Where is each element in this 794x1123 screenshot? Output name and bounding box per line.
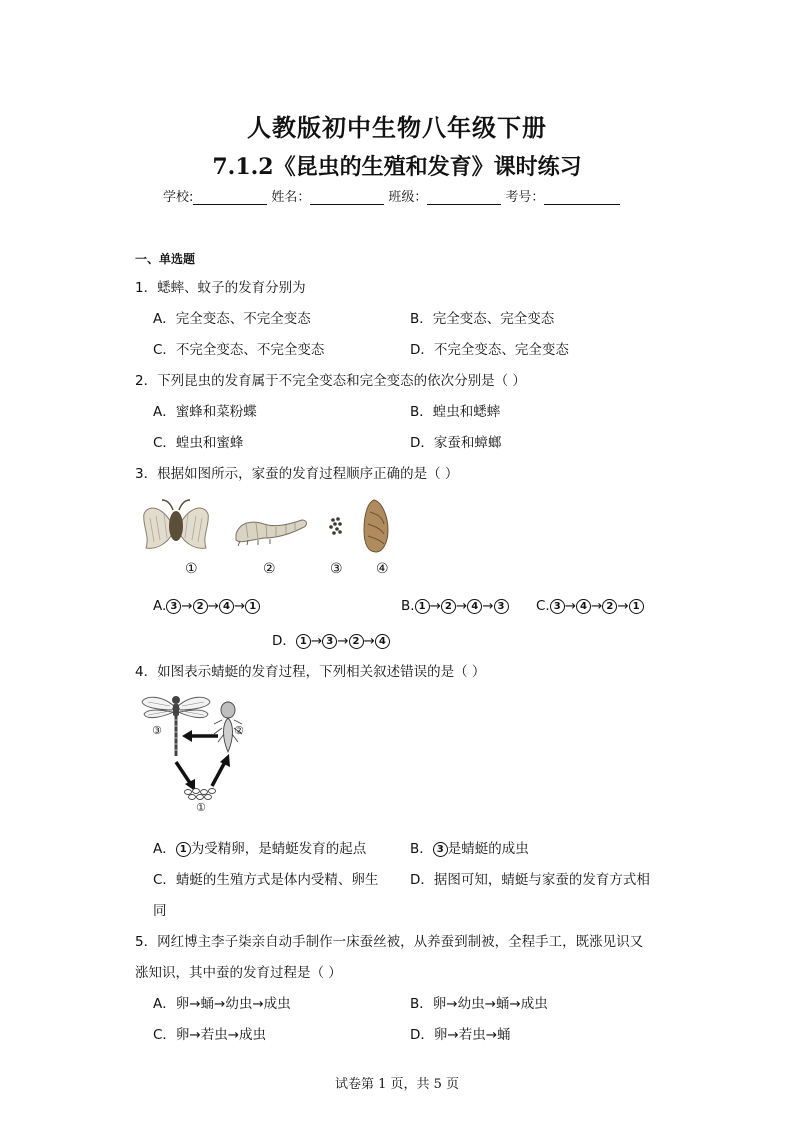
q4-option-a[interactable]: A． 1 为受精卵，是蜻蜓发育的起点: [153, 841, 367, 857]
moth-adult-icon: [144, 500, 209, 548]
larva-icon: [236, 520, 307, 546]
q5-option-a[interactable]: A．卵→蛹→幼虫→成虫: [153, 996, 291, 1012]
student-info-row: [163, 186, 624, 205]
q2-option-c[interactable]: C．蝗虫和蜜蜂: [153, 435, 244, 451]
q4-fig-label-1: ①: [196, 801, 206, 812]
q5-stem-line2: 涨知识，其中蚕的发育过程是（ ）: [135, 965, 342, 981]
q2-option-b[interactable]: B．蝗虫和蟋蟀: [410, 404, 501, 420]
q4-option-d[interactable]: D．据图可知，蜻蜓与家蚕的发育方式相: [410, 872, 650, 888]
q4-option-c-continued: 同: [153, 903, 167, 919]
class-label: 班级：: [388, 190, 428, 205]
page-title: 人教版初中生物八年级下册: [247, 113, 547, 142]
q4-option-c[interactable]: C．蜻蜓的生殖方式是体内受精、卵生: [153, 872, 379, 888]
page-footer: 试卷第 1 页，共 5 页: [334, 1077, 460, 1092]
q3-fig-label-2: ②: [263, 561, 276, 577]
q1-option-c[interactable]: C．不完全变态、不完全变态: [153, 342, 325, 358]
q4-option-b[interactable]: B． 3 是蜻蜓的成虫: [410, 841, 529, 857]
dragonfly-cycle-figure: [140, 690, 252, 812]
exam-no-field[interactable]: [544, 190, 620, 205]
q3-option-c[interactable]: C. 3 → 4 → 2 → 1: [536, 598, 644, 614]
school-field[interactable]: [193, 190, 267, 205]
q3-fig-label-4: ④: [376, 561, 389, 577]
q2-option-a[interactable]: A．蜜蜂和菜粉蝶: [153, 404, 257, 420]
q3-option-d[interactable]: D． 1 → 3 → 2 → 4: [272, 629, 390, 649]
dragonfly-eggs-icon: [185, 789, 216, 800]
q3-stem: 3．根据如图所示，家蚕的发育过程顺序正确的是（ ）: [135, 466, 459, 482]
q3-fig-label-1: ①: [185, 561, 198, 577]
q2-option-d[interactable]: D．家蚕和蟑螂: [410, 435, 502, 451]
eggs-icon: [329, 517, 342, 535]
q1-option-b[interactable]: B．完全变态、完全变态: [410, 311, 555, 327]
school-label: 学校:: [163, 190, 194, 205]
silkworm-stages-figure: [140, 494, 400, 556]
q4-fig-label-2: ②: [234, 724, 244, 737]
q5-option-b[interactable]: B．卵→幼虫→蛹→成虫: [410, 996, 548, 1012]
name-label: 姓名：: [271, 190, 311, 205]
q5-stem-line1: 5．网红博主李子柒亲自动手制作一床蚕丝被，从养蚕到制被，全程手工，既涨见识又: [135, 934, 644, 950]
q4-fig-label-3: ③: [152, 724, 162, 737]
q5-option-c[interactable]: C．卵→若虫→成虫: [153, 1027, 267, 1043]
section-title: 一、单选题: [135, 252, 196, 266]
q1-stem: 1．蟋蟀、蚊子的发育分别为: [135, 280, 306, 296]
name-field[interactable]: [310, 190, 384, 205]
q4-stem: 4．如图表示蜻蜓的发育过程，下列相关叙述错误的是（ ）: [135, 664, 486, 680]
q3-option-a[interactable]: A. 3 → 2 → 4 → 1: [153, 598, 260, 614]
q1-option-a[interactable]: A．完全变态、不完全变态: [153, 311, 311, 327]
q5-option-d[interactable]: D．卵→若虫→蛹: [410, 1027, 511, 1043]
exam-no-label: 考号：: [505, 190, 545, 205]
q1-option-d[interactable]: D．不完全变态、完全变态: [410, 342, 569, 358]
page-subtitle: 7.1.2《昆虫的生殖和发育》课时练习: [212, 154, 582, 180]
q3-fig-label-3: ③: [330, 561, 343, 577]
q3-option-b[interactable]: B. 1 → 2 → 4 → 3: [401, 598, 509, 614]
class-field[interactable]: [427, 190, 501, 205]
pupa-icon: [364, 500, 388, 552]
q2-stem: 2．下列昆虫的发育属于不完全变态和完全变态的依次分别是（ ）: [135, 373, 526, 389]
